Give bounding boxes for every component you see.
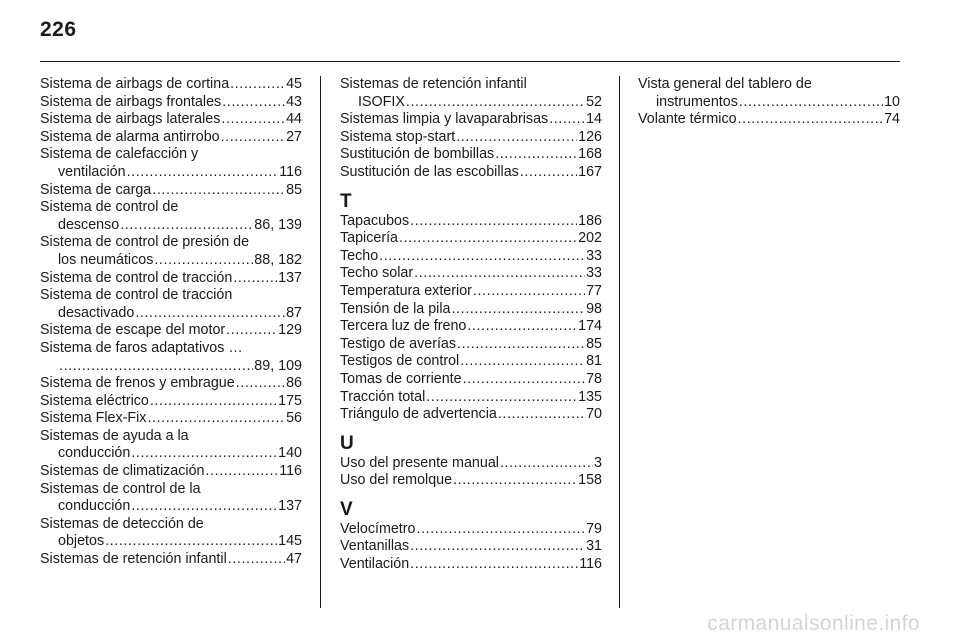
dot-leader (467, 318, 577, 336)
index-entry[interactable] (340, 318, 602, 336)
index-term: Sustitución de las escobillas (340, 163, 519, 180)
page-reference[interactable]: 85 (286, 181, 302, 198)
index-entry[interactable] (40, 94, 302, 112)
dot-leader (520, 164, 577, 182)
index-term: Sistema eléctrico (40, 392, 149, 409)
index-column-3 (638, 76, 900, 129)
page-reference[interactable]: 74 (884, 111, 900, 128)
dot-leader (453, 472, 577, 490)
page-reference[interactable]: 116 (279, 163, 302, 180)
index-entry[interactable] (340, 353, 602, 371)
index-column-2 (340, 76, 602, 574)
dot-leader (120, 217, 253, 235)
dot-leader (147, 410, 285, 428)
index-entry[interactable] (340, 389, 602, 407)
index-term: Sistemas limpia y lavaparabrisas (340, 111, 549, 128)
index-entry[interactable] (340, 336, 602, 354)
dot-leader (221, 111, 285, 129)
dot-leader (417, 521, 586, 539)
dot-leader (127, 164, 279, 182)
index-term: descenso (58, 216, 120, 233)
dot-leader (221, 129, 286, 147)
index-entry[interactable] (40, 463, 302, 481)
dot-leader (410, 213, 577, 231)
index-term: conducción (58, 498, 131, 515)
dot-leader (152, 182, 285, 200)
index-term: Sistema de faros adaptativos … (40, 339, 243, 356)
page-reference[interactable]: 47 (286, 551, 302, 568)
dot-leader (230, 76, 285, 94)
page-reference[interactable]: 175 (278, 392, 302, 409)
index-term: conducción (58, 445, 131, 462)
index-entry[interactable] (638, 111, 900, 129)
index-term: Tapacubos (340, 212, 410, 229)
index-entry[interactable] (40, 551, 302, 569)
index-term: Sistema de control de presión de (40, 234, 250, 251)
dot-leader (154, 252, 253, 270)
dot-leader (228, 551, 285, 569)
dot-leader (473, 283, 585, 301)
index-term: Uso del remolque (340, 472, 453, 489)
index-entry[interactable] (40, 287, 302, 322)
index-entry[interactable] (340, 283, 602, 301)
page-reference[interactable]: 87 (286, 304, 302, 321)
index-entry[interactable] (340, 538, 602, 556)
index-term: Sistema de alarma antirrobo (40, 128, 220, 145)
page-reference[interactable]: 167 (578, 163, 602, 180)
index-term: Triángulo de advertencia (340, 406, 497, 423)
dot-leader (406, 94, 585, 112)
index-term: Temperatura exterior (340, 282, 472, 299)
index-column-1 (40, 76, 302, 569)
dot-leader (236, 375, 285, 393)
index-term: Ventilación (340, 556, 410, 573)
index-entry[interactable] (340, 76, 602, 111)
index-term: Sistema de escape del motor (40, 322, 226, 339)
page-reference[interactable]: 202 (578, 230, 602, 247)
index-term: Tensión de la pila (340, 300, 451, 317)
index-entry[interactable] (340, 164, 602, 182)
column-divider (320, 76, 321, 608)
index-term: ventilación (58, 163, 126, 180)
dot-leader (460, 353, 585, 371)
index-entry[interactable] (40, 516, 302, 551)
index-term: Sistema de control de (40, 199, 179, 216)
dot-leader (399, 230, 577, 248)
dot-leader (135, 305, 285, 323)
dot-leader (59, 358, 253, 376)
index-term: Sistema de calefacción y (40, 146, 199, 163)
dot-leader (222, 94, 285, 112)
index-entry[interactable] (340, 265, 602, 283)
index-entry[interactable] (40, 234, 302, 269)
index-term: Vista general del tablero de (638, 76, 812, 92)
index-entry[interactable] (40, 481, 302, 516)
dot-leader (549, 111, 585, 129)
index-term: Sistema de airbags de cortina (40, 76, 230, 92)
index-term: Tomas de corriente (340, 370, 462, 387)
index-entry[interactable] (340, 111, 602, 129)
index-term: Sistemas de climatización (40, 463, 205, 480)
page-reference[interactable]: 33 (586, 247, 602, 264)
page-reference[interactable]: 10 (884, 93, 900, 110)
index-term: Sistemas de ayuda a la (40, 427, 189, 444)
page-reference[interactable]: 33 (586, 265, 602, 282)
index-term: Sustitución de bombillas (340, 146, 495, 163)
dot-leader (410, 556, 578, 574)
page-reference[interactable]: 98 (586, 300, 602, 317)
index-term: Sistema Flex-Fix (40, 410, 147, 427)
page-reference[interactable]: 3 (594, 454, 602, 471)
page-reference[interactable]: 86 (286, 375, 302, 392)
dot-leader (226, 322, 277, 340)
index-entry[interactable] (40, 393, 302, 411)
index-entry[interactable] (40, 322, 302, 340)
index-entry[interactable] (40, 428, 302, 463)
index-term: Volante térmico (638, 111, 737, 128)
page-reference[interactable]: 140 (278, 445, 302, 462)
index-entry[interactable] (340, 521, 602, 539)
page-reference[interactable]: 27 (286, 128, 302, 145)
index-term: los neumáticos (58, 251, 154, 268)
index-section-letter: T (340, 190, 352, 212)
index-entry[interactable] (40, 199, 302, 234)
index-entry[interactable] (340, 248, 602, 266)
index-term: Sistemas de retención infantil (40, 551, 227, 568)
dot-leader (150, 393, 277, 411)
index-term: Sistemas de detección de (40, 515, 204, 532)
dot-leader (131, 445, 277, 463)
index-term: Sistema de control de tracción (40, 269, 233, 286)
dot-leader (131, 498, 277, 516)
index-term: Tracción total (340, 388, 426, 405)
index-term: Sistema de carga (40, 181, 152, 198)
index-entry[interactable] (40, 182, 302, 200)
page-reference[interactable]: 81 (586, 353, 602, 370)
dot-leader (414, 265, 585, 283)
index-entry[interactable] (40, 270, 302, 288)
page-reference[interactable]: 86, 139 (254, 216, 302, 233)
dot-leader (205, 463, 278, 481)
index-term: Sistemas de retención infantil (340, 76, 527, 92)
index-entry[interactable] (340, 301, 602, 319)
index-term: Testigos de control (340, 353, 460, 370)
page-reference[interactable]: 77 (586, 282, 602, 299)
index-entry[interactable] (340, 146, 602, 164)
page-reference[interactable]: 126 (578, 128, 602, 145)
index-entry[interactable] (40, 410, 302, 428)
dot-leader (426, 389, 577, 407)
index-term: Sistema stop-start (340, 128, 456, 145)
index-term: Velocímetro (340, 520, 416, 537)
column-divider (619, 76, 620, 608)
dot-leader (105, 533, 277, 551)
index-entry[interactable] (40, 375, 302, 393)
header-rule (40, 61, 900, 62)
dot-leader (739, 94, 883, 112)
page-reference[interactable]: 70 (586, 406, 602, 423)
page-reference[interactable]: 88, 182 (254, 251, 302, 268)
index-term: Uso del presente manual (340, 454, 499, 471)
page-reference[interactable]: 43 (286, 93, 302, 110)
page-reference[interactable]: 44 (286, 111, 302, 128)
index-term: desactivado (58, 304, 135, 321)
dot-leader (379, 248, 585, 266)
page-reference[interactable]: 186 (578, 212, 602, 229)
index-term: Tapicería (340, 230, 399, 247)
dot-leader (457, 336, 585, 354)
index-entry[interactable] (340, 472, 602, 490)
index-term: Sistema de control de tracción (40, 287, 233, 304)
index-entry[interactable] (340, 129, 602, 147)
index-term: Techo solar (340, 265, 414, 282)
dot-leader (498, 406, 585, 424)
index-term: Sistema de airbags laterales (40, 111, 221, 128)
index-entry[interactable] (40, 129, 302, 147)
page-reference[interactable]: 168 (578, 146, 602, 163)
index-term: Sistema de airbags frontales (40, 93, 222, 110)
index-section-letter: U (340, 432, 354, 454)
page-number: 226 (40, 18, 77, 41)
index-entry[interactable] (340, 213, 602, 231)
index-term: Testigo de averías (340, 335, 457, 352)
dot-leader (456, 129, 577, 147)
page-reference[interactable]: 79 (586, 520, 602, 537)
page-reference[interactable]: 85 (586, 335, 602, 352)
page-reference[interactable]: 116 (279, 463, 302, 480)
page-reference[interactable]: 174 (578, 318, 602, 335)
index-term: Sistema de frenos y embrague (40, 375, 235, 392)
index-entry[interactable] (40, 111, 302, 129)
index-term: Sistemas de control de la (40, 480, 201, 497)
index-term: objetos (58, 533, 105, 550)
page-reference[interactable]: 137 (278, 498, 302, 515)
index-entry[interactable] (340, 230, 602, 248)
index-term: instrumentos (656, 93, 738, 110)
index-section-letter: V (340, 498, 353, 520)
index-entry[interactable] (40, 340, 302, 375)
dot-leader (738, 111, 884, 129)
index-entry[interactable] (40, 146, 302, 181)
index-entry[interactable] (340, 406, 602, 424)
page-reference[interactable]: 31 (586, 538, 602, 555)
index-term: Techo (340, 247, 379, 264)
page-reference[interactable]: 45 (286, 76, 302, 92)
index-entry[interactable] (40, 76, 302, 94)
dot-leader (451, 301, 585, 319)
dot-leader (233, 270, 277, 288)
index-entry[interactable] (340, 371, 602, 389)
dot-leader (495, 146, 577, 164)
index-term: Ventanillas (340, 538, 410, 555)
page-reference[interactable]: 14 (586, 111, 602, 128)
index-entry[interactable] (340, 556, 602, 574)
page-reference[interactable]: 145 (278, 533, 302, 550)
index-entry[interactable] (340, 455, 602, 473)
index-entry[interactable] (638, 76, 900, 111)
dot-leader (463, 371, 586, 389)
page-reference[interactable]: 158 (578, 472, 602, 489)
dot-leader (500, 455, 593, 473)
page-reference[interactable]: 89, 109 (254, 357, 302, 374)
page-reference[interactable]: 129 (278, 322, 302, 339)
page-reference[interactable]: 52 (586, 93, 602, 110)
page-reference[interactable]: 56 (286, 410, 302, 427)
index-term: Tercera luz de freno (340, 318, 467, 335)
page-reference[interactable]: 116 (579, 556, 602, 573)
dot-leader (410, 538, 585, 556)
page-reference[interactable]: 135 (578, 388, 602, 405)
page-reference[interactable]: 137 (278, 269, 302, 286)
index-term: ISOFIX (358, 93, 405, 110)
watermark: carmanualsonline.info (707, 612, 920, 635)
page-reference[interactable]: 78 (586, 370, 602, 387)
